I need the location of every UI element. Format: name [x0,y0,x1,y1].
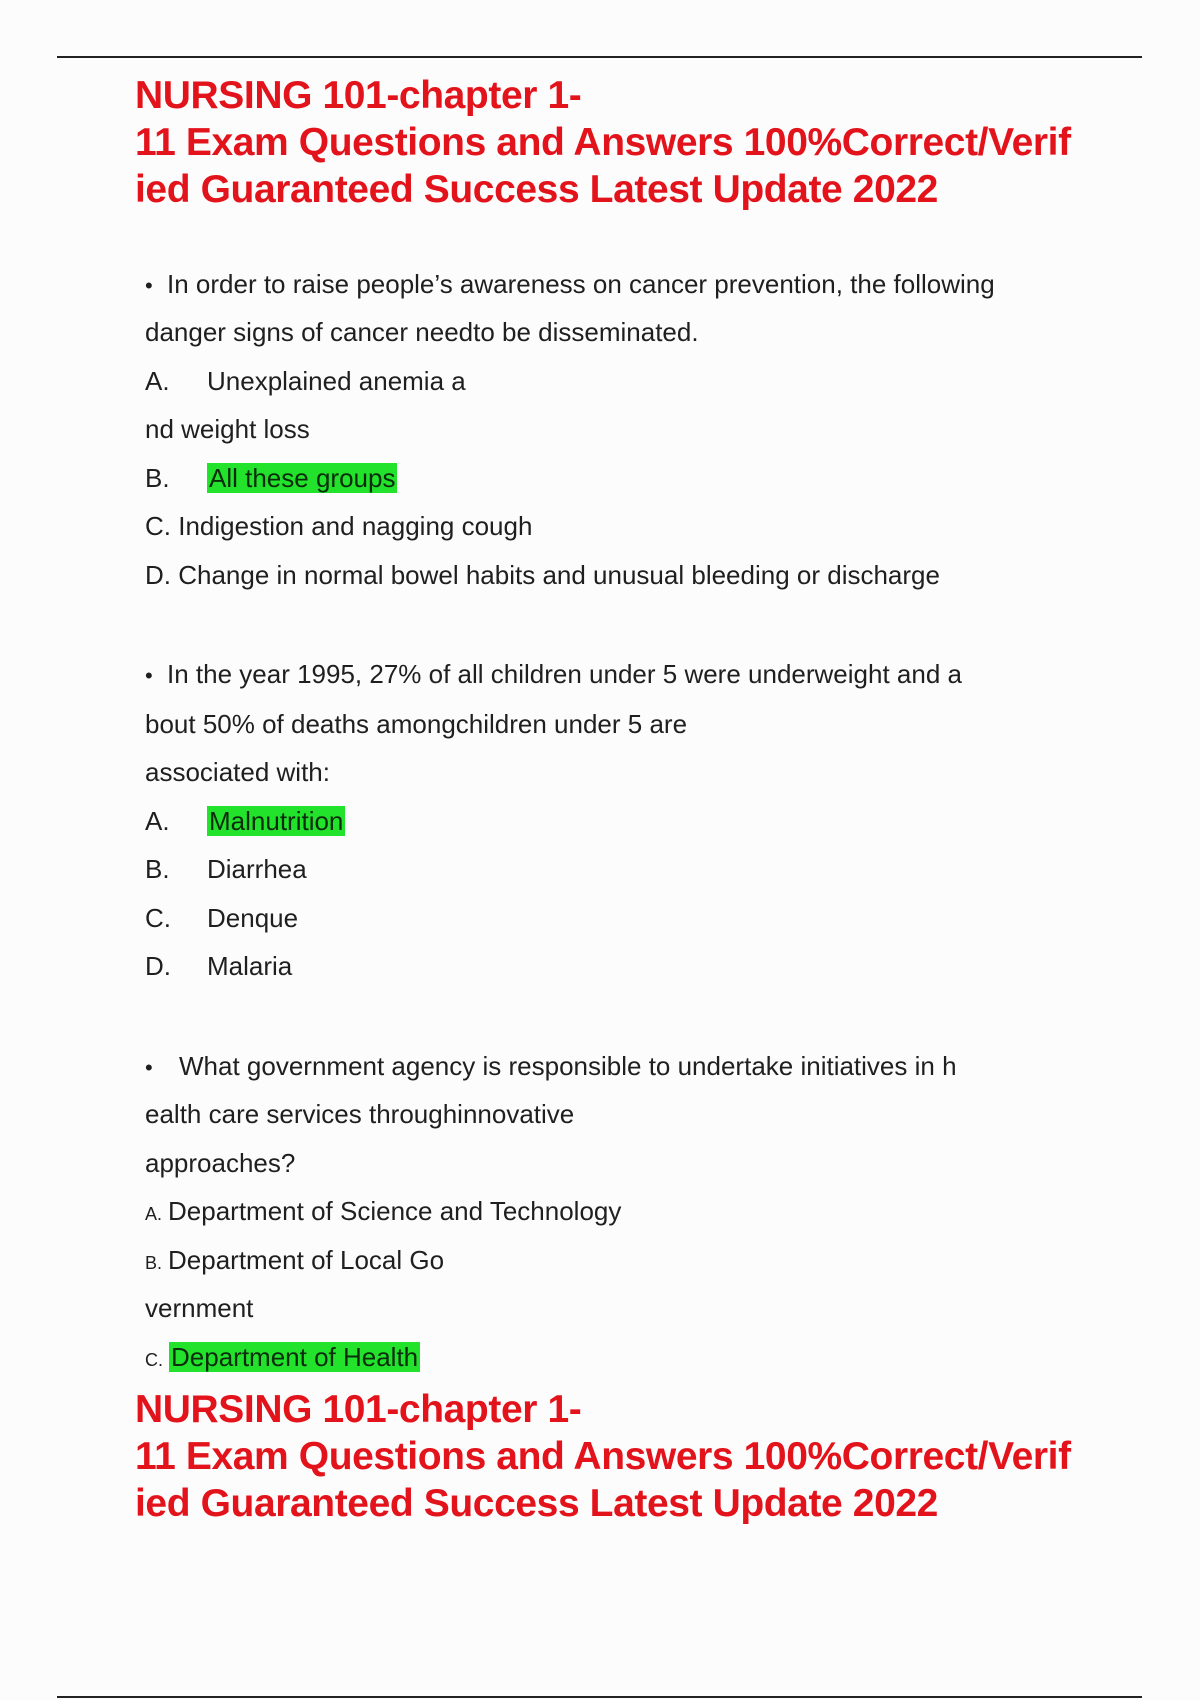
option-letter: A. [145,1204,163,1224]
bullet-icon: • [145,273,153,298]
highlighted-answer: Malnutrition [209,806,344,836]
title-line: NURSING 101-chapter 1- [135,1388,582,1431]
option-text-continuation: nd weight loss [145,414,310,444]
page-title [135,72,1135,213]
answer-option [145,1195,621,1230]
option-text: Unexplained anemia a [207,366,466,396]
answer-option [145,1244,444,1279]
answer-option [145,950,292,982]
option-text: Diarrhea [207,854,307,884]
question-text-line: • In order to raise people’s awareness on cancer prevention, the following [145,268,995,302]
answer-option [145,559,940,591]
footer-title [135,1386,1135,1527]
title-line: ied Guaranteed Success Latest Update 2022 [135,1482,938,1525]
title-line: 11 Exam Questions and Answers 100%Correct/Verif [135,1435,1071,1478]
title-line: NURSING 101-chapter 1- [135,74,582,117]
question-text-line: • What government agency is responsible to undertake initiatives in h [145,1050,957,1084]
option-letter: B. [145,854,170,884]
option-letter: D. [145,951,171,981]
bottom-rule [57,1696,1142,1698]
option-letter: A. [145,806,170,836]
option-text: Indigestion and nagging cough [178,511,533,541]
answer-option-correct [145,1341,420,1376]
question-text-line: associated with: [145,757,330,787]
option-letter: B. [145,1253,163,1273]
question-text-line: • In the year 1995, 27% of all children under 5 were underweight and a [145,658,962,692]
option-text: Change in normal bowel habits and unusual bleeding or discharge [178,560,940,590]
option-letter: B. [145,463,170,493]
answer-option [145,902,298,934]
title-line: ied Guaranteed Success Latest Update 2022 [135,168,938,211]
option-text: Department of Science and Technology [168,1196,622,1226]
option-letter: C. [145,903,171,933]
option-letter: A. [145,366,170,396]
bullet-icon: • [145,663,153,688]
title-line: 11 Exam Questions and Answers 100%Correct/Verif [135,121,1071,164]
option-text: Department of Local Go [168,1245,445,1275]
question-text-line: danger signs of cancer needto be disseminated. [145,317,699,347]
option-text: Malaria [207,951,293,981]
option-text: Denque [207,903,299,933]
option-letter: C. [145,1350,163,1370]
option-letter: C. [145,511,171,541]
answer-option-correct [145,462,397,494]
highlighted-answer: All these groups [209,463,396,493]
option-text-continuation: vernment [145,1293,254,1323]
bullet-icon: • [145,1055,153,1080]
answer-option-correct [145,805,345,837]
highlighted-answer: Department of Health [171,1342,419,1372]
top-rule [57,56,1142,58]
question-text-line: bout 50% of deaths amongchildren under 5 are [145,709,688,739]
answer-option [145,853,307,885]
answer-option [145,510,532,542]
option-letter: D. [145,560,171,590]
question-text-line: ealth care services throughinnovative [145,1099,575,1129]
answer-option [145,365,466,397]
question-text-line: approaches? [145,1148,296,1178]
